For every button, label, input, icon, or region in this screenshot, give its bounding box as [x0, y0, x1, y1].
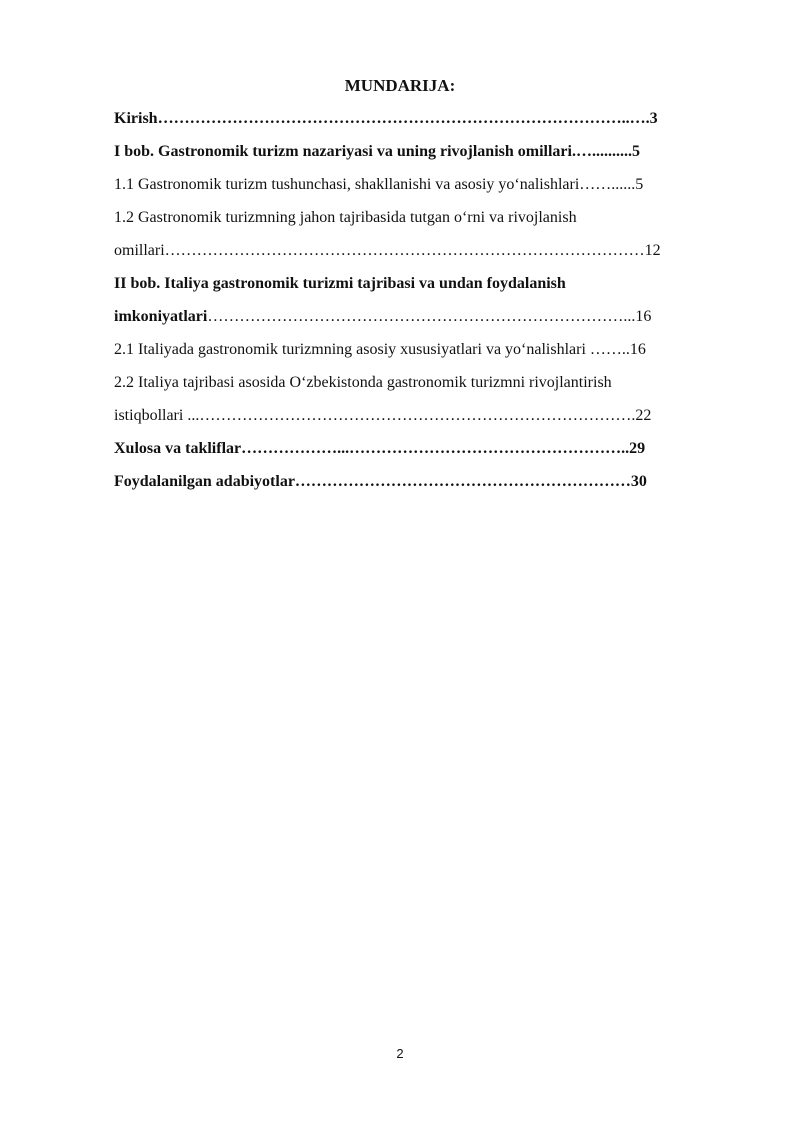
toc-entry-bold-part: imkoniyatlari — [114, 308, 208, 325]
toc-entry-section-1-2[interactable]: 1.2 Gastronomik turizmning jahon tajribasida tutgan o‘rni va rivojlanish — [114, 209, 577, 226]
toc-entry-leader: ……………………………………………………………………...16 — [207, 308, 652, 325]
toc-title: MUNDARIJA: — [344, 76, 456, 95]
toc-entry-conclusion[interactable]: Xulosa va takliflar………………...……………………………………………..29 — [114, 440, 646, 457]
toc-entry-section-2-2-cont[interactable]: istiqbollari ...……………………………………………………………………….22 — [114, 407, 652, 424]
toc-entry-section-1-1[interactable]: 1.1 Gastronomik turizm tushunchasi, shakllanishi va asosiy yo‘nalishlari……......5 — [114, 176, 644, 193]
toc-entry-section-2-1[interactable]: 2.1 Italiyada gastronomik turizmning asosiy xususiyatlari va yo‘nalishlari ……..16 — [114, 341, 646, 358]
toc-entry-section-2-2[interactable]: 2.2 Italiya tajribasi asosida O‘zbekistonda gastronomik turizmni rivojlantirish — [114, 374, 612, 391]
toc-entries — [114, 108, 742, 504]
toc-entry-chapter-1[interactable]: I bob. Gastronomik turizm nazariyasi va uning rivojlanish omillari.…..........5 — [114, 143, 640, 160]
toc-entry-chapter-2-cont[interactable] — [114, 306, 742, 339]
toc-entry-introduction[interactable]: Kirish……………………………………………………………………………..….3 — [114, 110, 658, 127]
toc-entry-section-1-2-cont[interactable]: omillari………………………………………………………………………………12 — [114, 242, 661, 259]
page-number: 2 — [396, 1046, 404, 1061]
toc-entry-references[interactable]: Foydalanilgan adabiyotlar………………………………………………………30 — [114, 473, 647, 490]
toc-entry-chapter-2[interactable]: II bob. Italiya gastronomik turizmi tajribasi va undan foydalanish — [114, 275, 566, 292]
